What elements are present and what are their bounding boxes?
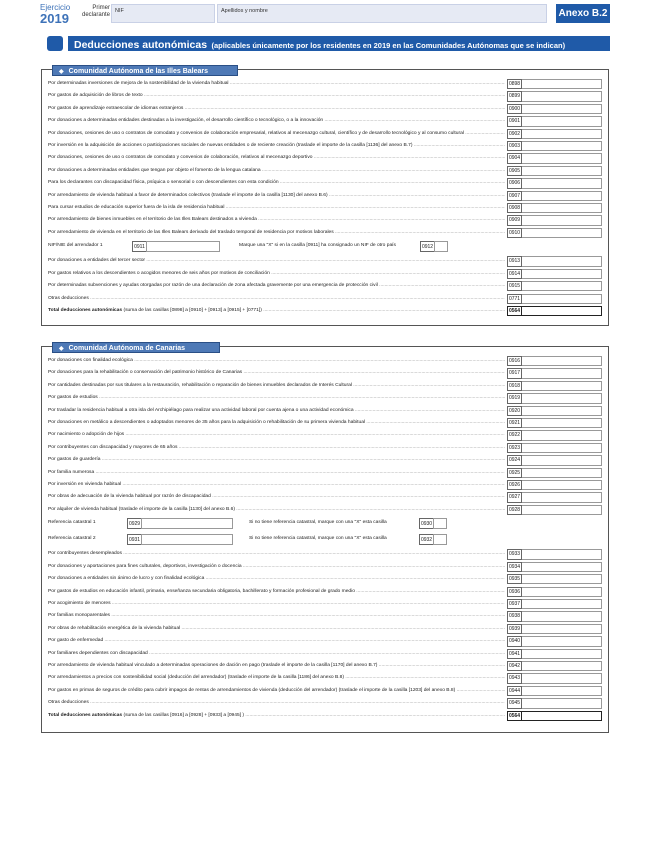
amount-field[interactable]: [522, 368, 602, 378]
box-code: 0908: [507, 203, 522, 213]
box-code: 0910: [507, 228, 522, 238]
box-code: 0937: [507, 599, 522, 609]
amount-field[interactable]: [522, 636, 602, 646]
amount-field[interactable]: [522, 455, 602, 465]
box-code: 0918: [507, 381, 522, 391]
row-label: Por donaciones, cesiones de uso o contratos de comodato y convenios de colaboración empresarial, relativos al mecenazgo cultural, científico y de desarrollo tecnológico y al consumo cultural .....: [48, 128, 505, 140]
box-code: 0917: [507, 368, 522, 378]
box-code: 0944: [507, 686, 522, 696]
heading-text: Comunidad Autónoma de las Illes Balears: [68, 68, 209, 75]
row-label: Por gastos de aprendizaje extraescolar de idiomas extranjeros .....: [48, 103, 505, 115]
title-main: Deducciones autonómicas: [74, 39, 208, 51]
deduction-row: [48, 177, 602, 189]
box-code: 0902: [507, 129, 522, 139]
row-label: Por donaciones a determinadas entidades destinadas a la investigación, el desarrollo científico o tecnológico, o a la innovación .....: [48, 115, 505, 127]
deduction-row: [48, 635, 602, 647]
ejercicio-year: 2019: [40, 11, 69, 26]
row-label: Por alquiler de vivienda habitual (traslade el importe de la casilla [1130] del anexo B.6) .....: [48, 504, 505, 516]
amount-field[interactable]: [522, 611, 602, 621]
row-label: Por donaciones a entidades del tercer sector .....: [48, 255, 505, 267]
nif-field[interactable]: [111, 4, 215, 23]
box-code: 0771: [507, 294, 522, 304]
referencia-catastral-label: Referencia catastral 2: [48, 536, 96, 542]
box-code: 0907: [507, 191, 522, 201]
sub-row: [48, 239, 602, 255]
deduction-row: [48, 454, 602, 466]
row-label: Por gasto de enfermedad .....: [48, 635, 505, 647]
row-label: Por donaciones a entidades sin ánimo de lucro y con finalidad ecológica .....: [48, 573, 505, 585]
amount-field[interactable]: [522, 104, 602, 114]
title-marker-icon: [47, 36, 63, 51]
deduction-row: [48, 152, 602, 164]
row-label: Por obras de adecuación de la vivienda habitual por razón de discapacidad .....: [48, 491, 505, 503]
deduction-row: [48, 610, 602, 622]
amount-field[interactable]: [522, 306, 602, 316]
row-label: Por familiares dependientes con discapacidad .....: [48, 648, 505, 660]
total-label-rest: (suma de las casillas [0916] a [0928] + [0933] a [0945] ): [123, 712, 245, 718]
nombre-field[interactable]: [217, 4, 547, 23]
amount-field[interactable]: [522, 587, 602, 597]
row-label: Otras deducciones .....: [48, 697, 505, 709]
deduction-row: [48, 697, 602, 709]
total-label-bold: Total deducciones autonómicas: [48, 307, 123, 313]
amount-field[interactable]: [522, 269, 602, 279]
box-code: 0936: [507, 587, 522, 597]
row-label: Para cursar estudios de educación superior fuera de la isla de residencia habitual .....: [48, 202, 505, 214]
section-canarias: [41, 346, 609, 733]
deduction-row: [48, 623, 602, 635]
deduction-row: [48, 140, 602, 152]
row-label: Para los declarantes con discapacidad física, psíquica o sensorial o con descendientes con esta condición .....: [48, 177, 505, 189]
amount-field[interactable]: [522, 549, 602, 559]
deduction-row: [48, 380, 602, 392]
row-label: Por familia numerosa .....: [48, 467, 505, 479]
amount-field[interactable]: [522, 711, 602, 721]
row-label: [48, 305, 505, 317]
form-header: [38, 3, 614, 25]
box-code: 0940: [507, 636, 522, 646]
amount-field[interactable]: [522, 215, 602, 225]
deduction-row: [48, 392, 602, 404]
amount-field[interactable]: [522, 129, 602, 139]
amount-field[interactable]: [522, 178, 602, 188]
deduction-row: [48, 78, 602, 90]
amount-field[interactable]: [522, 116, 602, 126]
box-code: 0900: [507, 104, 522, 114]
amount-field[interactable]: [522, 698, 602, 708]
canarias-grid: [48, 355, 602, 722]
box-code: 0933: [507, 549, 522, 559]
amount-field[interactable]: [522, 153, 602, 163]
bullet-icon: ◆: [59, 69, 64, 75]
box-code: 0898: [507, 79, 522, 89]
amount-field[interactable]: [522, 91, 602, 101]
row-label: Por donaciones para la rehabilitación o conservación del patrimonio histórico de Canarias .....: [48, 367, 505, 379]
section-heading-canarias: [52, 342, 220, 353]
deduction-row: [48, 429, 602, 441]
amount-field[interactable]: [522, 480, 602, 490]
amount-field[interactable]: [522, 356, 602, 366]
amount-field[interactable]: [522, 661, 602, 671]
nif-extranjero-checkbox[interactable]: [434, 241, 448, 252]
referencia-catastral-input[interactable]: [141, 518, 233, 529]
box-code: 0932: [419, 534, 434, 545]
row-label: Por trasladar la residencia habitual a otra isla del Archipiélago para realizar una actividad laboral por cuenta ajena o una actividad económica .....: [48, 405, 505, 417]
amount-field[interactable]: [522, 599, 602, 609]
deduction-row: [48, 561, 602, 573]
row-label: Por gastos de estudios en educación infantil, primaria, enseñanza secundaria obligatoria, bachillerato y formación profesional de grado medio .....: [48, 586, 505, 598]
referencia-catastral-label: Referencia catastral 1: [48, 520, 96, 526]
amount-field[interactable]: [522, 281, 602, 291]
row-label: [48, 710, 505, 722]
amount-field[interactable]: [522, 228, 602, 238]
box-code: 0931: [127, 534, 142, 545]
sub-row: [48, 532, 602, 548]
row-label: Por donaciones con finalidad ecológica .....: [48, 355, 505, 367]
deduction-row: [48, 479, 602, 491]
total-label-rest: (suma de las casillas [0898] a [0910] + [0913] a [0915] + [0771]): [123, 307, 262, 313]
deduction-row: [48, 128, 602, 140]
row-label: Por contribuyentes con discapacidad y mayores de 65 años .....: [48, 442, 505, 454]
amount-field[interactable]: [522, 505, 602, 515]
deduction-row: [48, 672, 602, 684]
box-code: 0925: [507, 468, 522, 478]
row-label: Por obras de rehabilitación energética de la vivienda habitual .....: [48, 623, 505, 635]
row-label: Por arrendamiento de bienes inmuebles en el territorio de las Illes Balears destinados a vivienda .....: [48, 214, 505, 226]
box-code: 0928: [507, 505, 522, 515]
amount-field[interactable]: [522, 381, 602, 391]
box-code: 0945: [507, 698, 522, 708]
box-code: 0914: [507, 269, 522, 279]
box-code: 0915: [507, 281, 522, 291]
sin-referencia-label: Si no tiene referencia catastral, marque con una "X" esta casilla: [249, 520, 387, 526]
amount-field[interactable]: [522, 393, 602, 403]
amount-field[interactable]: [522, 203, 602, 213]
deduction-row: [48, 573, 602, 585]
row-label: Por gastos de adquisición de libros de texto .....: [48, 90, 505, 102]
box-code: 0564: [507, 711, 522, 721]
deduction-row: [48, 227, 602, 239]
total-label-bold: Total deducciones autonómicas: [48, 712, 123, 718]
deduction-row: [48, 504, 602, 516]
deduction-row: [48, 405, 602, 417]
box-code: 0906: [507, 178, 522, 188]
row-label: Por donaciones en metálico a descendientes o adoptados menores de 35 años para la adquisición o rehabilitación de su primera vivienda habitual .....: [48, 417, 505, 429]
box-code: 0921: [507, 418, 522, 428]
deduction-row: [48, 255, 602, 267]
amount-field[interactable]: [522, 686, 602, 696]
amount-field[interactable]: [522, 430, 602, 440]
box-code: 0905: [507, 166, 522, 176]
box-code: 0899: [507, 91, 522, 101]
deduction-row: [48, 660, 602, 672]
amount-field[interactable]: [522, 562, 602, 572]
row-label: Por familias monoparentales .....: [48, 610, 505, 622]
deduction-row: [48, 467, 602, 479]
section-heading-baleares: [52, 65, 238, 76]
deduction-row: [48, 355, 602, 367]
deduction-row: [48, 367, 602, 379]
sub-row: [48, 516, 602, 532]
amount-field[interactable]: [522, 468, 602, 478]
box-code: 0935: [507, 574, 522, 584]
deduction-row: [48, 214, 602, 226]
amount-field[interactable]: [522, 418, 602, 428]
row-label: Por acogimiento de menores .....: [48, 598, 505, 610]
amount-field[interactable]: [522, 406, 602, 416]
deduction-row: [48, 586, 602, 598]
deduction-row: [48, 268, 602, 280]
amount-field[interactable]: [522, 191, 602, 201]
sin-referencia-label: Si no tiene referencia catastral, marque con una "X" esta casilla: [249, 536, 387, 542]
row-label: Por arrendamiento de vivienda en el territorio de las Illes Balears derivado del traslado temporal de residencia por motivos laborales .....: [48, 227, 505, 239]
deduction-row: [48, 280, 602, 292]
anexo-badge: Anexo B.2: [556, 4, 610, 23]
title-subtitle: (aplicables únicamente por los residentes en 2019 en las Comunidades Autónomas que se indican): [211, 41, 566, 50]
amount-field[interactable]: [522, 624, 602, 634]
box-code: 0938: [507, 611, 522, 621]
deduction-row: [48, 165, 602, 177]
box-code: 0923: [507, 443, 522, 453]
box-code: 0941: [507, 649, 522, 659]
amount-field[interactable]: [522, 166, 602, 176]
row-label: Por gastos relativos a los descendientes o acogidos menores de seis años por motivos de conciliación .....: [48, 268, 505, 280]
amount-field[interactable]: [522, 574, 602, 584]
box-code: 0911: [132, 241, 147, 252]
deduction-row: [48, 491, 602, 503]
ejercicio-label: Ejercicio: [40, 3, 71, 12]
nif-label: NIF: [115, 8, 124, 14]
deduction-row: [48, 417, 602, 429]
box-code: 0912: [420, 241, 435, 252]
deduction-row: [48, 648, 602, 660]
amount-field[interactable]: [522, 79, 602, 89]
total-row: [48, 710, 602, 722]
deduction-row: [48, 293, 602, 305]
bullet-icon: ◆: [59, 346, 64, 352]
box-code: 0926: [507, 480, 522, 490]
box-code: 0920: [507, 406, 522, 416]
page-title: [68, 36, 610, 51]
box-code: 0919: [507, 393, 522, 403]
row-label: Por donaciones a determinadas entidades que tengan por objeto el fomento de la lengua catalana .....: [48, 165, 505, 177]
nif-arrendador-input[interactable]: [146, 241, 220, 252]
row-label: Por gastos de estudios .....: [48, 392, 505, 404]
box-code: 0901: [507, 116, 522, 126]
baleares-grid: [48, 78, 602, 317]
deduction-row: [48, 685, 602, 697]
row-label: Por inversión en vivienda habitual .....: [48, 479, 505, 491]
box-code: 0927: [507, 492, 522, 502]
referencia-catastral-input[interactable]: [141, 534, 233, 545]
amount-field[interactable]: [522, 256, 602, 266]
nif-arrendador-label: NIF/NIE del arrendador 1: [48, 243, 103, 249]
amount-field[interactable]: [522, 141, 602, 151]
row-label: Por determinadas subvenciones y ayudas otorgadas por razón de una declaración de zona afectada gravemente por una emergencia de protección civil .....: [48, 280, 505, 292]
deduction-row: [48, 442, 602, 454]
sin-referencia-checkbox[interactable]: [433, 518, 447, 529]
box-code: 0913: [507, 256, 522, 266]
row-label: Por determinadas inversiones de mejora de la sostenibilidad de la vivienda habitual .....: [48, 78, 505, 90]
box-code: 0943: [507, 673, 522, 683]
row-label: Por cantidades destinadas por sus titulares a la restauración, rehabilitación o reparación de bienes inmuebles declarados de Interés Cultural .....: [48, 380, 505, 392]
sin-referencia-checkbox[interactable]: [433, 534, 447, 545]
box-code: 0922: [507, 430, 522, 440]
row-label: Por donaciones y aportaciones para fines culturales, deportivos, investigación o docencia .....: [48, 561, 505, 573]
row-label: Por arrendamiento de vivienda habitual vinculado a determinadas operaciones de dación en pago (traslade el importe de la casilla [1170] del anexo B.7) .....: [48, 660, 505, 672]
row-label: Por donaciones, cesiones de uso o contratos de comodato y convenios de colaboración, relativos al mecenazgo deportivo .....: [48, 152, 505, 164]
nif-extranjero-label: Marque una "X" si en la casilla [0911] ha consignado un NIF de otro país: [239, 243, 396, 249]
deduction-row: [48, 90, 602, 102]
amount-field[interactable]: [522, 492, 602, 502]
heading-text: Comunidad Autónoma de Canarias: [68, 345, 186, 352]
row-label: Por gastos en primas de seguros de crédito para cubrir impagos de rentas de arrendamientos de vivienda (deducción del arrendador) (traslade el importe de la casilla [1203] del anexo B.8) .....: [48, 685, 505, 697]
box-code: 0930: [419, 518, 434, 529]
total-row: [48, 305, 602, 317]
deduction-row: [48, 190, 602, 202]
row-label: Por gastos de guardería .....: [48, 454, 505, 466]
box-code: 0916: [507, 356, 522, 366]
box-code: 0934: [507, 562, 522, 572]
row-label: Por contribuyentes desempleados .....: [48, 548, 505, 560]
box-code: 0929: [127, 518, 142, 529]
nombre-label: Apellidos y nombre: [221, 8, 268, 14]
amount-field[interactable]: [522, 649, 602, 659]
declarante-label: Primer declarante: [82, 5, 111, 18]
amount-field[interactable]: [522, 673, 602, 683]
box-code: 0904: [507, 153, 522, 163]
deduction-row: [48, 548, 602, 560]
box-code: 0909: [507, 215, 522, 225]
row-label: Por nacimiento o adopción de hijos .....: [48, 429, 505, 441]
box-code: 0939: [507, 624, 522, 634]
row-label: Por arrendamiento de vivienda habitual a favor de determinados colectivos (traslade el importe de la casilla [1130] del anexo B.6) .....: [48, 190, 505, 202]
box-code: 0903: [507, 141, 522, 151]
row-label: Otras deducciones .....: [48, 293, 505, 305]
box-code: 0924: [507, 455, 522, 465]
box-code: 0564: [507, 306, 522, 316]
box-code: 0942: [507, 661, 522, 671]
deduction-row: [48, 598, 602, 610]
row-label: Por inversión en la adquisición de acciones o participaciones sociales de nuevas entidades o de reciente creación (traslade el importe de la casilla [1136] del anexo B.7) .....: [48, 140, 505, 152]
amount-field[interactable]: [522, 443, 602, 453]
deduction-row: [48, 103, 602, 115]
amount-field[interactable]: [522, 294, 602, 304]
section-baleares: [41, 69, 609, 326]
deduction-row: [48, 202, 602, 214]
row-label: Por arrendamientos a precios con sostenibilidad social (deducción del arrendador) (traslade el importe de la casilla [1186] del anexo B.8) .....: [48, 672, 505, 684]
deduction-row: [48, 115, 602, 127]
